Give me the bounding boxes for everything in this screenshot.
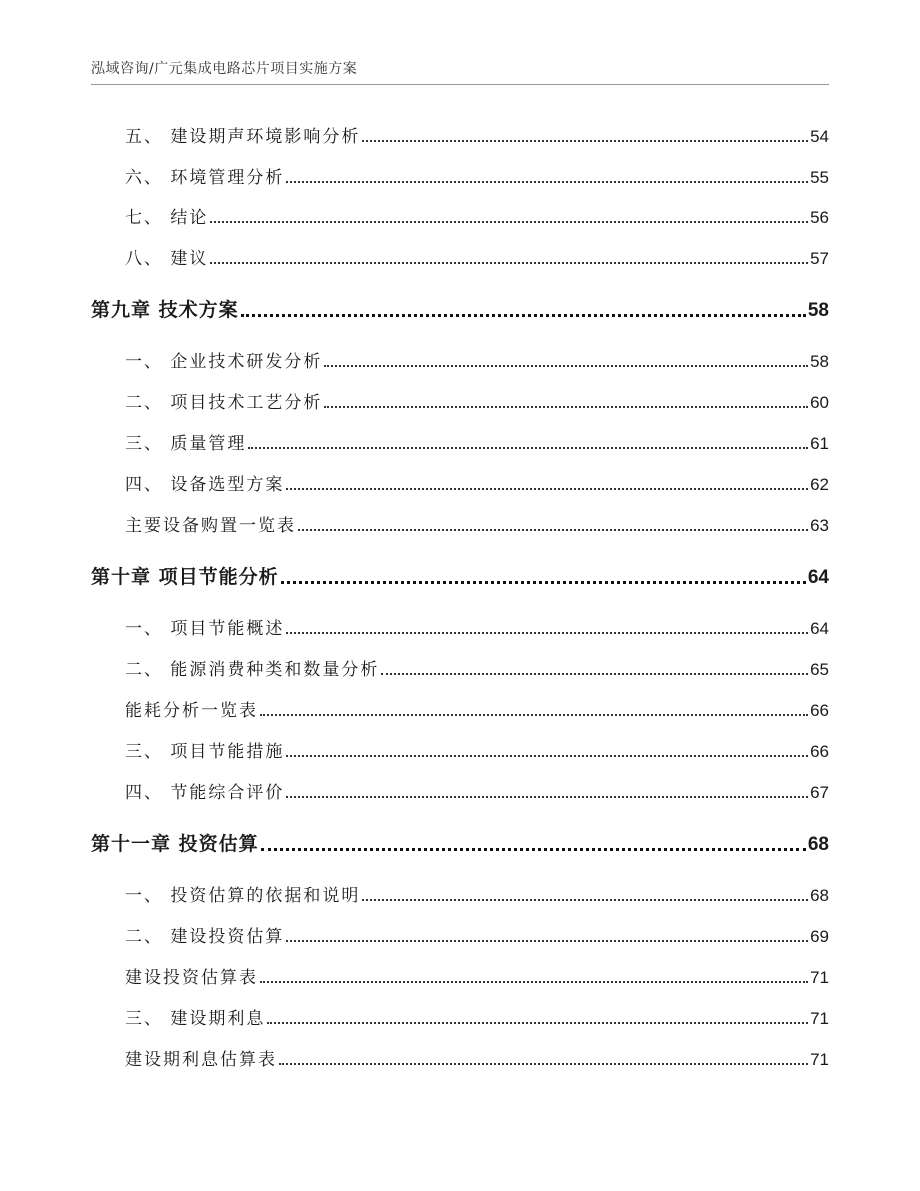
toc-entry-page-number: 66: [810, 742, 829, 761]
toc-entry-page-number: 68: [807, 834, 829, 855]
dot-leader: [286, 488, 808, 490]
toc-entry-title: 七、 结论: [125, 208, 209, 228]
dot-leader: [260, 714, 808, 716]
dot-leader: [261, 848, 806, 851]
toc-entry-page-number: 64: [807, 567, 829, 588]
dot-leader: [210, 262, 808, 264]
toc-entry-title: 建设投资估算表: [125, 968, 258, 988]
toc-entry-title: 能耗分析一览表: [125, 701, 258, 721]
toc-entry-title: 二、 能源消费种类和数量分析: [125, 660, 380, 680]
toc-section-entry[interactable]: [91, 1045, 829, 1070]
toc-chapter-entry[interactable]: [91, 562, 829, 589]
toc-entry-title: 二、 建设投资估算: [125, 927, 285, 947]
toc-entry-title: 第十一章 投资估算: [91, 833, 259, 855]
toc-section-entry[interactable]: [91, 429, 829, 454]
toc-entry-page-number: 66: [810, 701, 829, 720]
toc-entry-page-number: 67: [810, 783, 829, 802]
toc-entry-page-number: 57: [810, 249, 829, 268]
toc-entry-title: 二、 项目技术工艺分析: [125, 393, 323, 413]
toc-section-entry[interactable]: [91, 347, 829, 372]
toc-section-entry[interactable]: [91, 203, 829, 228]
toc-entry-page-number: 71: [810, 1009, 829, 1028]
toc-entry-page-number: 63: [810, 516, 829, 535]
dot-leader: [324, 365, 808, 367]
toc-section-entry[interactable]: [91, 737, 829, 762]
toc-section-entry[interactable]: [91, 655, 829, 680]
toc-entry-page-number: 64: [810, 619, 829, 638]
toc-section-entry[interactable]: [91, 244, 829, 269]
toc-entry-title: 五、 建设期声环境影响分析: [125, 127, 361, 147]
dot-leader: [286, 796, 808, 798]
toc-entry-title: 八、 建议: [125, 249, 209, 269]
dot-leader: [248, 447, 808, 449]
dot-leader: [281, 581, 806, 584]
toc-entry-title: 第九章 技术方案: [91, 299, 239, 321]
toc-section-entry[interactable]: [91, 388, 829, 413]
toc-entry-title: 一、 投资估算的依据和说明: [125, 886, 361, 906]
toc-entry-page-number: 55: [810, 168, 829, 187]
toc-entry-page-number: 60: [810, 393, 829, 412]
toc-entry-title: 三、 建设期利息: [125, 1009, 266, 1029]
dot-leader: [286, 632, 808, 634]
dot-leader: [279, 1063, 808, 1065]
toc-entry-page-number: 71: [810, 1050, 829, 1069]
toc-section-entry[interactable]: [91, 696, 829, 721]
dot-leader: [260, 981, 808, 983]
toc-section-entry[interactable]: [91, 163, 829, 188]
toc-section-entry[interactable]: [91, 778, 829, 803]
toc-entry-title: 一、 企业技术研发分析: [125, 352, 323, 372]
toc-section-entry[interactable]: [91, 122, 829, 147]
toc-entry-page-number: 61: [810, 434, 829, 453]
dot-leader: [362, 899, 808, 901]
toc-section-entry[interactable]: [91, 922, 829, 947]
toc-section-entry[interactable]: [91, 614, 829, 639]
toc-entry-title: 三、 项目节能措施: [125, 742, 285, 762]
toc-entry-title: 三、 质量管理: [125, 434, 247, 454]
toc-entry-page-number: 69: [810, 927, 829, 946]
toc-section-entry[interactable]: [91, 1004, 829, 1029]
toc-entry-page-number: 58: [807, 300, 829, 321]
dot-leader: [286, 940, 808, 942]
toc-section-entry[interactable]: [91, 511, 829, 536]
toc-entry-page-number: 56: [810, 208, 829, 227]
toc-entry-title: 六、 环境管理分析: [125, 168, 285, 188]
dot-leader: [210, 221, 808, 223]
toc-entry-title: 建设期利息估算表: [125, 1050, 277, 1070]
dot-leader: [298, 529, 808, 531]
dot-leader: [267, 1022, 808, 1024]
toc-entry-page-number: 58: [810, 352, 829, 371]
toc-section-entry[interactable]: [91, 881, 829, 906]
toc-entry-title: 四、 设备选型方案: [125, 475, 285, 495]
dot-leader: [241, 314, 806, 317]
toc-chapter-entry[interactable]: [91, 829, 829, 856]
dot-leader: [286, 181, 808, 183]
toc-entry-page-number: 62: [810, 475, 829, 494]
dot-leader: [362, 140, 808, 142]
dot-leader: [381, 673, 808, 675]
toc-section-entry[interactable]: [91, 470, 829, 495]
dot-leader: [324, 406, 808, 408]
toc-entry-page-number: 54: [810, 127, 829, 146]
running-header: 泓域咨询/广元集成电路芯片项目实施方案: [91, 61, 358, 77]
toc-chapter-entry[interactable]: [91, 295, 829, 322]
dot-leader: [286, 755, 808, 757]
toc-entry-title: 第十章 项目节能分析: [91, 566, 279, 588]
toc-entry-page-number: 68: [810, 886, 829, 905]
toc-entry-title: 主要设备购置一览表: [125, 516, 296, 536]
toc-entry-title: 一、 项目节能概述: [125, 619, 285, 639]
toc-section-entry[interactable]: [91, 963, 829, 988]
toc-entry-page-number: 65: [810, 660, 829, 679]
header-rule: [91, 84, 829, 85]
toc-entry-page-number: 71: [810, 968, 829, 987]
toc-entry-title: 四、 节能综合评价: [125, 783, 285, 803]
